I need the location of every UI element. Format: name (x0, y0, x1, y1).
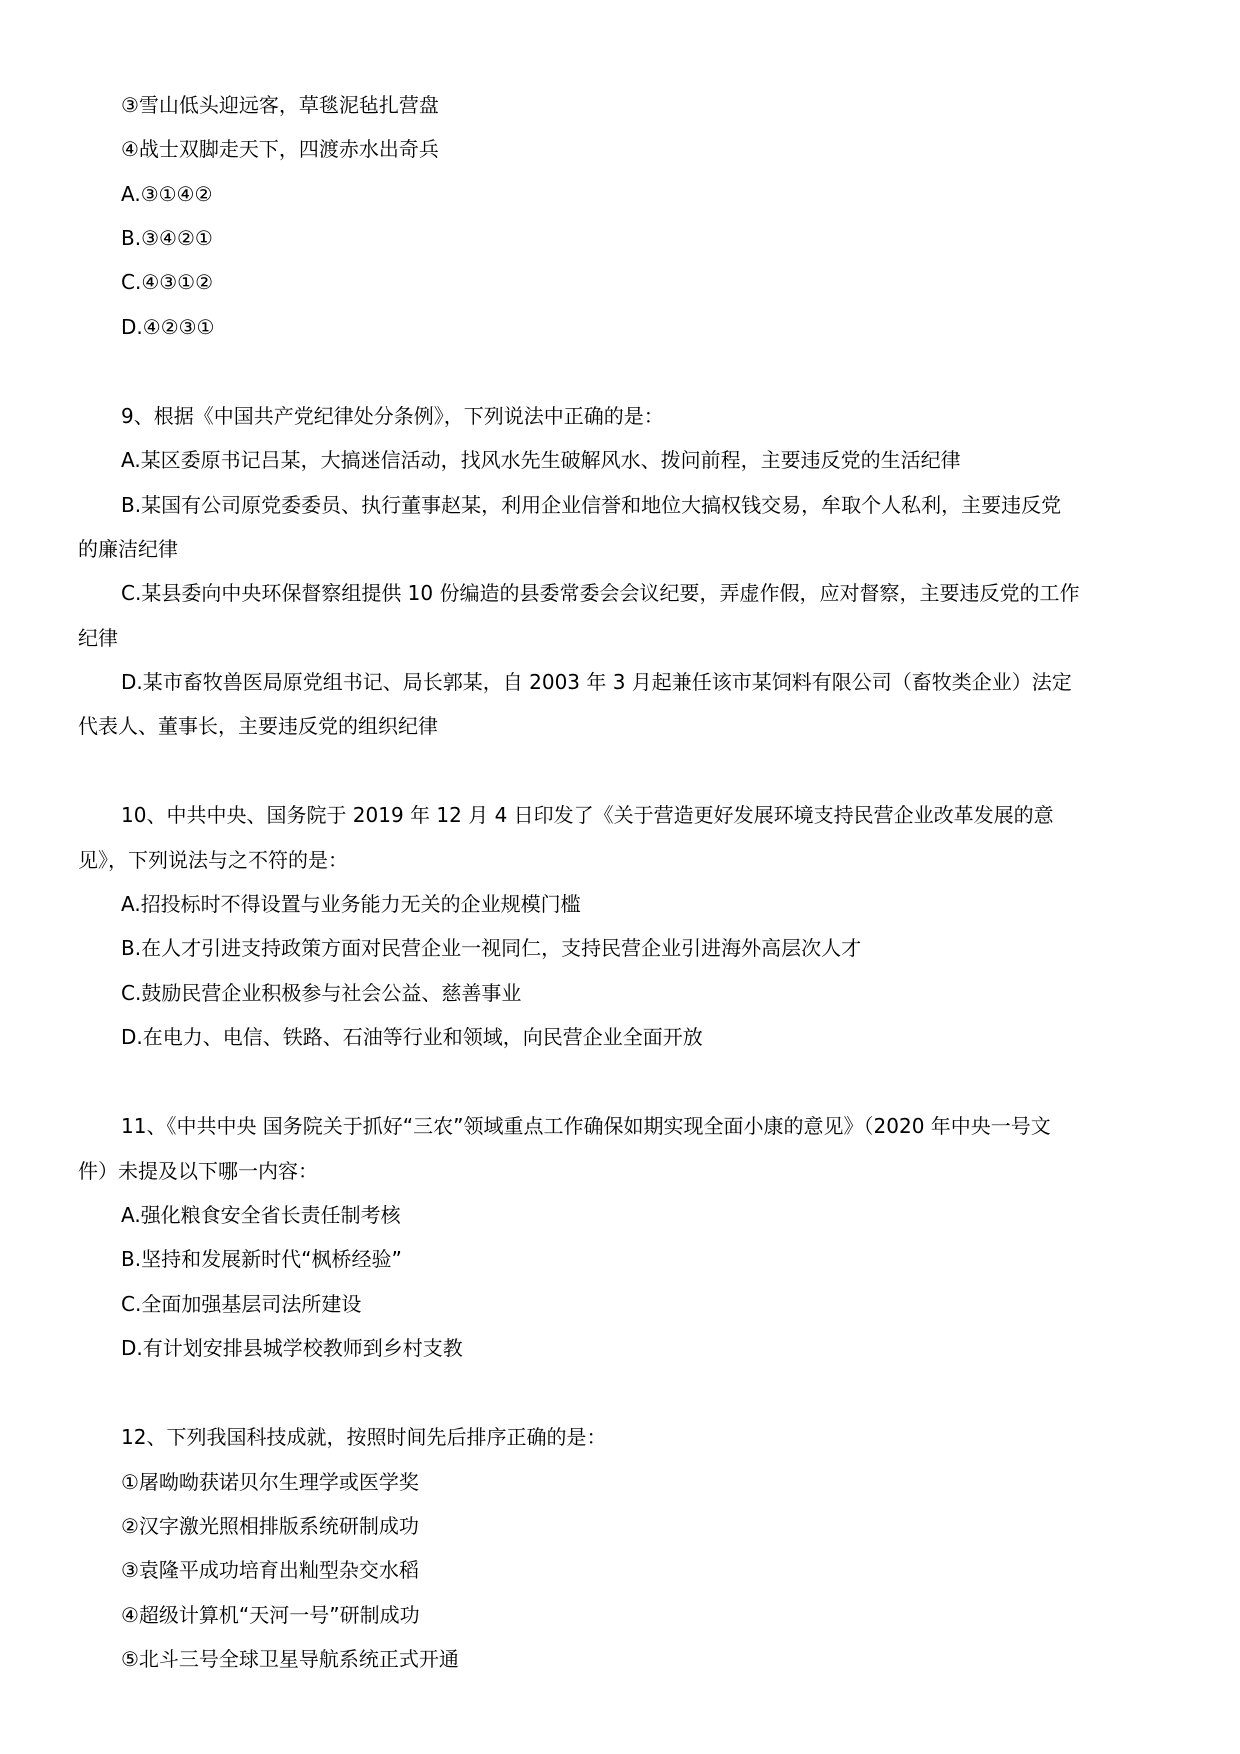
q8-option-b: B.③④②① (121, 226, 213, 250)
q11-option-c: C.全面加强基层司法所建设 (121, 1292, 362, 1316)
q8-option-a: A.③①④② (121, 182, 213, 206)
q8-option-c: C.④③①② (121, 270, 214, 294)
q10-option-a: A.招投标时不得设置与业务能力无关的企业规模门槛 (121, 892, 581, 916)
q11-option-b: B.坚持和发展新时代“枫桥经验” (121, 1247, 402, 1271)
q10-option-d: D.在电力、电信、铁路、石油等行业和领域，向民营企业全面开放 (121, 1025, 703, 1049)
q9-option-c: C.某县委向中央环保督察组提供 10 份编造的县委常委会会议纪要，弄虚作假，应对督察，主要违反党的工作 (121, 581, 1080, 605)
q8-option-d: D.④②③① (121, 315, 215, 339)
q12-item-4: ④超级计算机“天河一号”研制成功 (121, 1603, 420, 1627)
q9-option-b-cont: 的廉洁纪律 (78, 537, 178, 561)
q9-option-b: B.某国有公司原党委委员、执行董事赵某，利用企业信誉和地位大搞权钱交易，牟取个人私利，主要违反党 (121, 493, 1062, 517)
q9-option-a: A.某区委原书记吕某，大搞迷信活动，找风水先生破解风水、拨问前程，主要违反党的生活纪律 (121, 448, 961, 472)
q11-option-d: D.有计划安排县城学校教师到乡村支教 (121, 1336, 463, 1360)
q8-item-3: ③雪山低头迎远客，草毯泥毡扎营盘 (121, 93, 439, 117)
q8-item-4: ④战士双脚走天下，四渡赤水出奇兵 (121, 137, 439, 161)
q10-option-b: B.在人才引进支持政策方面对民营企业一视同仁，支持民营企业引进海外高层次人才 (121, 936, 862, 960)
q10-stem: 10、中共中央、国务院于 2019 年 12 月 4 日印发了《关于营造更好发展环境支持民营企业改革发展的意 (121, 803, 1054, 827)
q12-stem: 12、下列我国科技成就，按照时间先后排序正确的是： (121, 1425, 607, 1449)
q12-item-1: ①屠呦呦获诺贝尔生理学或医学奖 (121, 1470, 419, 1494)
q12-item-2: ②汉字激光照相排版系统研制成功 (121, 1514, 419, 1538)
q10-stem-cont: 见》，下列说法与之不符的是： (78, 848, 348, 872)
q10-option-c: C.鼓励民营企业积极参与社会公益、慈善事业 (121, 981, 522, 1005)
q9-stem: 9、根据《中国共产党纪律处分条例》，下列说法中正确的是： (121, 404, 664, 428)
q11-stem: 11、《中共中央 国务院关于抓好“三农”领域重点工作确保如期实现全面小康的意见》（2020 年中央一号文 (121, 1114, 1051, 1138)
q9-option-d: D.某市畜牧兽医局原党组书记、局长郭某，自 2003 年 3 月起兼任该市某饲料有限公司（畜牧类企业）法定 (121, 670, 1072, 694)
q12-item-5: ⑤北斗三号全球卫星导航系统正式开通 (121, 1647, 459, 1671)
q11-option-a: A.强化粮食安全省长责任制考核 (121, 1203, 401, 1227)
q12-item-3: ③袁隆平成功培育出籼型杂交水稻 (121, 1558, 419, 1582)
q9-option-c-cont: 纪律 (78, 626, 118, 650)
q9-option-d-cont: 代表人、董事长，主要违反党的组织纪律 (78, 714, 438, 738)
q11-stem-cont: 件）未提及以下哪一内容： (78, 1159, 318, 1183)
